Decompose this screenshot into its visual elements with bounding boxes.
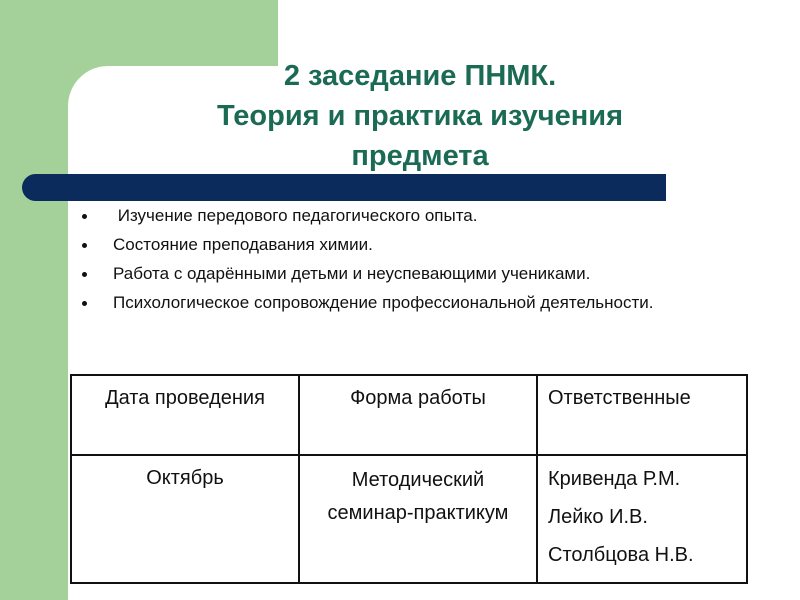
bullet-dot-icon <box>82 214 87 219</box>
responsible-person: Кривенда Р.М. <box>548 468 681 490</box>
topic-item <box>78 234 778 256</box>
topic-text: Работа с одарёнными детьми и неуспевающими учениками. <box>113 264 591 283</box>
header-form-label: Форма работы <box>350 387 486 409</box>
cell-date <box>71 455 299 583</box>
responsible-person: Лейко И.В. <box>548 506 648 528</box>
header-form <box>299 375 537 455</box>
slide-title <box>150 56 690 176</box>
cell-form-value: Методический семинар-практикум <box>327 469 509 524</box>
header-responsible <box>537 375 747 455</box>
cell-responsible <box>537 455 747 583</box>
topic-item <box>78 292 693 314</box>
bullet-dot-icon <box>82 272 87 277</box>
topic-item <box>78 263 778 285</box>
header-date-label: Дата проведения <box>105 387 265 409</box>
topic-text: Психологическое сопровождение профессиональной деятельности. <box>113 293 654 312</box>
cell-date-value: Октябрь <box>146 467 224 489</box>
topic-text: Состояние преподавания химии. <box>113 235 373 254</box>
header-responsible-label: Ответственные <box>548 387 691 409</box>
schedule-table <box>70 374 748 584</box>
bullet-dot-icon <box>82 301 87 306</box>
title-divider-bar <box>22 174 666 201</box>
table-header-row <box>71 375 747 455</box>
cell-form <box>299 455 537 583</box>
table-row <box>71 455 747 583</box>
topic-list <box>78 205 778 321</box>
responsible-person: Столбцова Н.В. <box>548 544 694 566</box>
topic-item <box>78 205 778 227</box>
title-line-2: Теория и практика изучения <box>217 100 623 132</box>
bullet-dot-icon <box>82 243 87 248</box>
header-date <box>71 375 299 455</box>
title-line-3: предмета <box>351 140 489 172</box>
title-line-1: 2 заседание ПНМК. <box>283 60 557 92</box>
topic-text: Изучение передового педагогического опыта. <box>113 206 478 225</box>
